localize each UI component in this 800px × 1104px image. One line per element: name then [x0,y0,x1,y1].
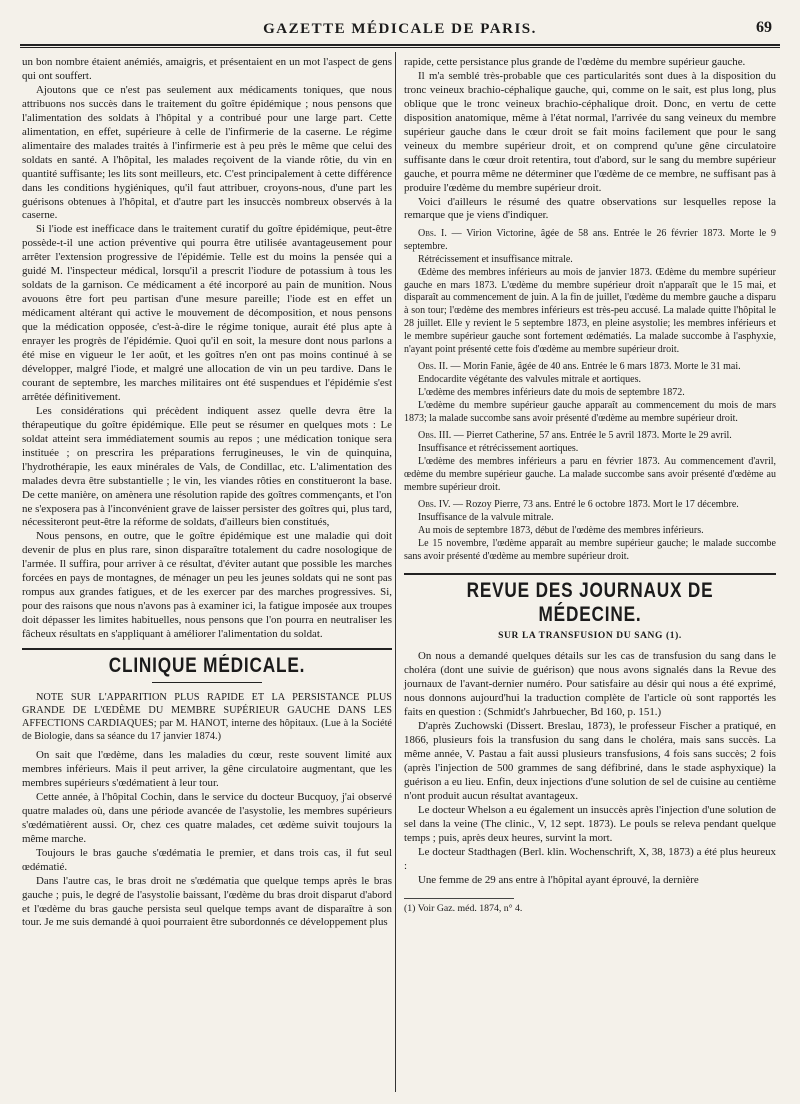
right-column [404,56,776,915]
observation-line: L'œdème du membre supérieur gauche apparaît au commencement du mois de mars 1873; la malade succombe sans avoir présenté d'œdème au membre supérieur droit. [404,399,776,424]
observation-label: Obs. I. [418,228,447,240]
observation-line: L'œdème des membres inférieurs date du mois de septembre 1872. [418,387,685,398]
article-heading: NOTE SUR L'APPARITION PLUS RAPIDE ET LA PERSISTANCE PLUS GRANDE DE L'ŒDÈME DU MEMBRE SUPÉRIEUR GAUCHE DANS LES AFFECTIONS CARDIAQUES; par M. HANOT, interne des hôpitaux. (Lue à la Société de Biologie, dans sa séance du 17 janvier 1874.) [22,692,392,743]
section-title-clinique: CLINIQUE MÉDICALE. [108,654,306,678]
observation-line: Le 15 novembre, l'œdème apparaît au membre supérieur gauche; le malade succombe sans avoir présenté d'œdème au membre supérieur droit. [404,537,776,562]
section-rule [22,648,392,650]
observation-line: L'œdème des membres inférieurs a paru en février 1873. Au commencement d'avril, œdème du membre supérieur gauche. La malade succombe sans avoir présenté d'œdème au membre supérieur droit. [404,455,776,493]
paragraph: Voici d'ailleurs le résumé des quatre observations sur lesquelles repose la remarque que je viens d'indiquer. [404,195,776,222]
paragraph: Si l'iode est inefficace dans le traitement curatif du goître épidémique, peut-être possède-t-il une action préventive qui pourra être utilisée avantageusement pour arrêter l'extension progressive de l'épidémie. Telle est du moins la pensée qui a guidé M. l'inspecteur médical, lorsqu'il a prescrit l'iodure de potassium à tous les soldats de la garnison. Ce médicament a été incorporé au pain de munition. Nous avouons être fort peu partisan d'une mesure pareille; l'iode est en effet un médicament altérant qui active le mouvement de décomposition, et nous pensons que la médication opposée, c'est-à-dire le régime tonique, aurait été plus apte à enrayer les progrès de l'épidémie. Quoi qu'il en soit, la mesure dont nous parlons a été mise en vigueur le 1er août, et les goîtres n'en ont pas moins continué à se développer, malgré l'iode, et malgré une allocation de vin un peu tardive. Dans le courant de septembre, les marches militaires ont été suspendues et l'épidémie s'est arrêtée définitivement. [22,223,392,403]
observation-line: Endocardite végétante des valvules mitrale et aortiques. [418,374,641,386]
section-subtitle: SUR LA TRANSFUSION DU SANG (1). [498,631,682,642]
paragraph: On sait que l'œdème, dans les maladies du cœur, reste souvent limité aux membres inférieurs. Mais il peut arriver, la gêne circulatoire augmentant, que les membres supérieurs s'œdématient à leur tour. [22,749,392,789]
footnote: (1) Voir Gaz. méd. 1874, n° 4. [404,902,523,914]
observation-line: Rétrécissement et insuffisance mitrale. [418,254,573,266]
journal-title: GAZETTE MÉDICALE DE PARIS. [263,21,537,37]
paragraph: Dans l'autre cas, le bras droit ne s'œdématia que quelque temps après le bras gauche ; puis, le degré de l'asystolie baissant, l'œdème du bras droit disparut d'abord et l'œdème du bras gauche persista seul quelque temps avant de disparaître à son tour. Je me suis demandé à quoi pourraient être subordonnés ce développement plus [22,874,392,929]
paragraph: On nous a demandé quelques détails sur les cas de transfusion du sang dans le choléra (dont une suivie de guérison) que nous avons signalés dans la Revue des journaux de l'avant-dernier numéro. Pour satisfaire au désir qui nous a été exprimé, nous donnons aujourd'hui la traduction complète de l'article où sont rapportés les faits en question : (Schmidt's Jahrbuecher, Bd 160, p. 151.) [404,650,776,719]
observation-line: Insuffisance de la valvule mitrale. [418,512,554,524]
observation-head: — Pierret Catherine, 57 ans. Entrée le 5 avril 1873. Morte le 29 avril. [451,430,732,442]
observation-2 [404,361,776,425]
observation-head: — Virion Victorine, âgée de 58 ans. Entrée le 26 février 1873. Morte le 9 septembre. [404,228,776,253]
paragraph: Nous pensons, en outre, que le goître épidémique est une maladie qui doit devenir de plus en plus rare, sinon disparaître totalement du cadre nosologique de l'armée. Il suffira, pour arriver à ce résultat, d'éviter autant que possible les marches forcées en pays de montagnes, de ménager un peu les jeunes soldats qui ne sont pas rompus aux grandes fatigues, et de les exercer par des marches progressives. Si, pour des raisons que nous n'avons pas à examiner ici, la fatigue imposée aux troupes doit dépasser les limites habituelles, nous pensons que l'on pourra en neutraliser les fâcheux résultats en s'appliquant à améliorer l'alimentation du soldat. [22,530,392,641]
observation-1 [404,228,776,356]
page-number: 69 [756,19,772,36]
paragraph: Le docteur Whelson a eu également un insuccès après l'injection d'une solution de sel dans la veine (The clinic., V, 12 sept. 1873). Le pouls se releva pendant quelque temps ; puis, après deux heures, survint la mort. [404,803,776,844]
paragraph: Une femme de 29 ans entre à l'hôpital ayant éprouvé, la dernière [418,873,699,886]
footnote-rule [404,898,514,899]
paragraph: Toujours le bras gauche s'œdématia le premier, et dans trois cas, il fut seul œdématié. [22,846,392,873]
paragraph: un bon nombre étaient anémiés, amaigris, et présentaient en un mot l'aspect de gens qui ont souffert. [22,56,392,82]
title-underline [152,682,262,683]
observation-4 [404,499,776,563]
observation-line: Au mois de septembre 1873, début de l'œdème des membres inférieurs. [418,524,704,536]
header-rule [20,47,780,48]
left-column [22,56,392,930]
observation-head: — Morin Fanie, âgée de 40 ans. Entrée le 6 mars 1873. Morte le 31 mai. [447,361,741,373]
paragraph: D'après Zuchowski (Dissert. Breslau, 1873), le professeur Fischer a pratiqué, en 1866, plusieurs fois la transfusion du sang dans le choléra, mais sans succès. La même année, V. Pastau a fait aussi plusieurs transfusions, 4 fois sans succès; 2 fois (après l'injection de 500 grammes de sang défibriné, dans le stade asphyxique) la guérison a eu lieu. Enfin, deux injections d'une solution de sel de cuisine au centième n'ont produit aucun résultat avantageux. [404,720,776,802]
paragraph: rapide, cette persistance plus grande de l'œdème du membre supérieur gauche. [404,56,746,68]
observation-line: Œdème des membres inférieurs au mois de janvier 1873. Œdème du membre supérieur gauche en mars 1873. L'œdème du membre supérieur droit n'apparaît que le 15 mai, et disparaît au commencement de juin. A la fin de juillet, l'œdème du membre gauche a disparu à son tour; l'œdème des membres inférieurs est très-peu accusé. La malade quitte l'hôpital le 28 juillet. Elle y revient le 5 septembre 1873, en pleine asystolie; les membres inférieurs et le membre supérieur gauche sont fortement œdématiés. La malade succombe à l'asphyxie, n'ayant point présenté cette fois d'œdème au membre supérieur droit. [404,266,776,355]
paragraph: Il m'a semblé très-probable que ces particularités sont dues à la disposition du tronc veineux brachio-céphalique gauche, qui, comme on le sait, est plus long, plus oblique que le tronc veineux brachio-céphalique droit. Donc, en vertu de cette disposition anatomique, même à l'état normal, l'arrivée du sang veineux du membre supérieur gauche dans le cœur droit se fait moins facilement que pour le sang veineux du membre supérieur droit, et on comprend qu'une gêne circulatoire suffisante dans le cœur droit retentira, tout d'abord, sur le sang du membre supérieur gauche, et pourra même ne déterminer que l'œdème de ce membre, ne suffisant pas à produire l'œdème du membre supérieur droit. [404,69,776,194]
observation-label: Obs. IV. [418,499,451,511]
observation-label: Obs. II. [418,361,448,373]
observation-3 [404,430,776,494]
paragraph: Cette année, à l'hôpital Cochin, dans le service du docteur Bucquoy, j'ai observé quatre malades où, dans une période avancée de l'asystolie, les membres supérieurs s'œdématièrent aussi. Or, chez ces quatre malades, cet œdème suivit toujours la même marche. [22,790,392,845]
section-rule [404,573,776,575]
paragraph: Le docteur Stadthagen (Berl. klin. Wochenschrift, X, 38, 1873) a été plus heureux : [404,845,776,872]
paragraph: Ajoutons que ce n'est pas seulement aux médicaments toniques, que nous attribuons nos succès dans le traitement du goître épidémique ; nous pensons que l'alimentation des soldats à l'hôpital y a contribué pour une large part. Cette alimentation, en effet, supérieure à celle de l'infirmerie de la caserne. Le régime alimentaire des malades traités à l'infirmerie est à peu près le même que celui des soldats en santé. A l'hôpital, les malades reçoivent de la viande rôtie, du vin en quantité suffisante; les lits sont meilleurs, etc. C'est principalement à cette différence dans les conditions hygiéniques, qu'il faut attribuer, croyons-nous, d'une part les guérisons obtenues à l'hôpital, et d'autre part les insuccès nombreux observés à la caserne. [22,83,392,222]
observation-label: Obs. III. [418,430,452,442]
column-separator [395,52,396,1092]
observation-head: — Rozoy Pierre, 73 ans. Entré le 6 octobre 1873. Mort le 17 décembre. [450,499,739,511]
page-header [20,18,780,46]
paragraph: Les considérations qui précèdent indiquent assez quelle devra être la thérapeutique du goître épidémique. Elle peut se résumer en quelques mots : Le soldat atteint sera immédiatement soumis au repos ; une médication tonique sera instituée ; on prescrira les préparations ferrugineuses, le vin de quinquina, l'hydrothérapie, les eaux minérales de Vals, de Condillac, etc. L'alimentation des malades devra être substantielle ; le vin, les viandes rôties en constitueront la base. De cette manière, on amènera une résolution rapide des goîtres commençants, et l'on ne s'exposera pas à l'inconvénient grave de laisser persister des goîtres qui, plus tard, nécessiteront peut-être la réforme de soldats, d'ailleurs bien constitués, [22,404,392,529]
section-title-revue: REVUE DES JOURNAUX DE MÉDECINE. [466,579,714,627]
observation-line: Insuffisance et rétrécissement aortiques. [418,443,579,455]
